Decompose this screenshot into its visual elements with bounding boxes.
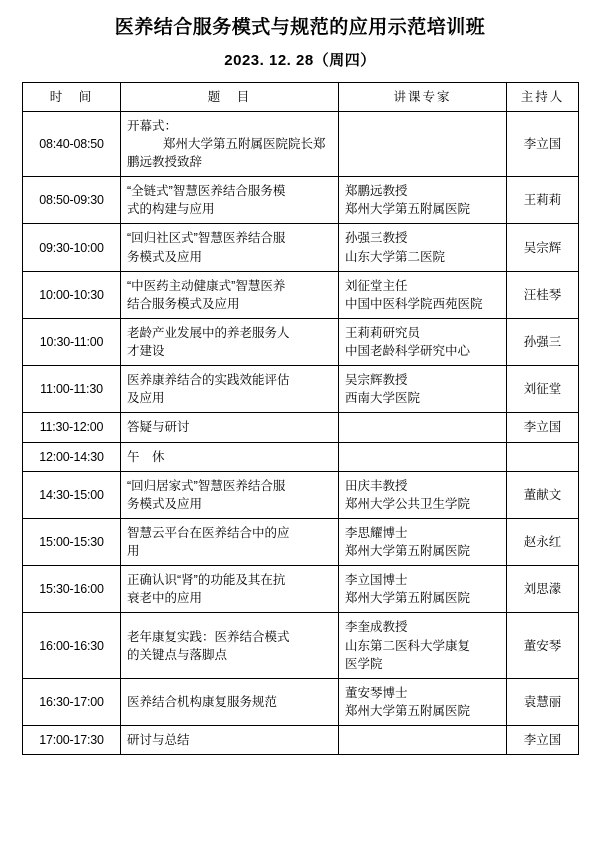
speaker-line: 郑州大学第五附属医院 bbox=[345, 544, 471, 559]
speaker-line: 郑州大学第五附属医院 bbox=[345, 202, 471, 217]
cell-time: 14:30-15:00 bbox=[23, 471, 121, 518]
cell-host: 刘思濛 bbox=[507, 566, 579, 613]
topic-line: 用 bbox=[127, 544, 140, 559]
topic-line: 老年康复实践：医养结合模式 bbox=[127, 629, 290, 644]
cell-topic bbox=[121, 318, 339, 365]
topic-line: 午 休 bbox=[127, 449, 165, 464]
cell-speaker bbox=[339, 413, 507, 442]
cell-host: 孙强三 bbox=[507, 318, 579, 365]
cell-topic bbox=[121, 471, 339, 518]
table-header-row bbox=[23, 82, 579, 111]
table-row bbox=[23, 566, 579, 613]
topic-line: 智慧云平台在医养结合中的应 bbox=[127, 525, 290, 540]
table-row bbox=[23, 366, 579, 413]
topic-line: 结合服务模式及应用 bbox=[127, 296, 240, 311]
cell-host: 袁慧丽 bbox=[507, 678, 579, 725]
topic-line: 衰老中的应用 bbox=[127, 591, 203, 606]
cell-speaker bbox=[339, 726, 507, 755]
table-row bbox=[23, 613, 579, 678]
cell-speaker bbox=[339, 366, 507, 413]
cell-topic bbox=[121, 442, 339, 471]
topic-line: 务模式及应用 bbox=[127, 496, 203, 511]
page-date: 2023. 12. 28（周四） bbox=[224, 51, 376, 69]
speaker-line: 王莉莉研究员 bbox=[345, 325, 421, 340]
cell-time: 16:00-16:30 bbox=[23, 613, 121, 678]
cell-time: 12:00-14:30 bbox=[23, 442, 121, 471]
speaker-line: 董安琴博士 bbox=[345, 685, 408, 700]
column-header-time: 时 间 bbox=[23, 82, 121, 111]
cell-speaker bbox=[339, 111, 507, 176]
topic-line: 医养康养结合的实践效能评估 bbox=[127, 373, 290, 388]
speaker-line: 田庆丰教授 bbox=[345, 478, 408, 493]
table-row bbox=[23, 413, 579, 442]
cell-host: 赵永红 bbox=[507, 518, 579, 565]
cell-host: 李立国 bbox=[507, 111, 579, 176]
table-row bbox=[23, 726, 579, 755]
cell-time: 16:30-17:00 bbox=[23, 678, 121, 725]
speaker-line: 山东第二医科大学康复 bbox=[345, 638, 471, 653]
cell-speaker bbox=[339, 678, 507, 725]
speaker-line: 山东大学第二医院 bbox=[345, 249, 446, 264]
cell-speaker bbox=[339, 318, 507, 365]
speaker-line: 郑州大学第五附属医院 bbox=[345, 591, 471, 606]
cell-topic bbox=[121, 613, 339, 678]
cell-speaker bbox=[339, 271, 507, 318]
cell-host: 汪桂琴 bbox=[507, 271, 579, 318]
cell-host: 李立国 bbox=[507, 726, 579, 755]
cell-host: 董献文 bbox=[507, 471, 579, 518]
cell-topic bbox=[121, 271, 339, 318]
cell-host: 王莉莉 bbox=[507, 177, 579, 224]
cell-topic bbox=[121, 177, 339, 224]
cell-host: 李立国 bbox=[507, 413, 579, 442]
speaker-line: 中国老龄科学研究中心 bbox=[345, 344, 471, 359]
cell-host: 董安琴 bbox=[507, 613, 579, 678]
cell-time: 15:00-15:30 bbox=[23, 518, 121, 565]
topic-line: 正确认识“肾”的功能及其在抗 bbox=[127, 573, 286, 588]
table-row bbox=[23, 471, 579, 518]
cell-topic bbox=[121, 413, 339, 442]
table-row bbox=[23, 318, 579, 365]
cell-topic bbox=[121, 111, 339, 176]
speaker-line: 李思耀博士 bbox=[345, 525, 408, 540]
speaker-line: 郑州大学公共卫生学院 bbox=[345, 496, 471, 511]
topic-line: 研讨与总结 bbox=[127, 733, 190, 748]
topic-line: 答疑与研讨 bbox=[127, 420, 190, 435]
cell-host: 刘征堂 bbox=[507, 366, 579, 413]
table-header bbox=[23, 82, 579, 111]
cell-topic bbox=[121, 566, 339, 613]
speaker-line: 中国中医科学院西苑医院 bbox=[345, 296, 483, 311]
table-row bbox=[23, 111, 579, 176]
topic-line: “中医药主动健康式”智慧医养 bbox=[127, 278, 286, 293]
cell-topic bbox=[121, 224, 339, 271]
table-body bbox=[23, 111, 579, 754]
cell-time: 17:00-17:30 bbox=[23, 726, 121, 755]
column-header-speaker: 讲课专家 bbox=[339, 82, 507, 111]
cell-speaker bbox=[339, 518, 507, 565]
cell-host bbox=[507, 442, 579, 471]
speaker-line: 郑州大学第五附属医院 bbox=[345, 703, 471, 718]
column-header-host: 主持人 bbox=[507, 82, 579, 111]
topic-line: “回归居家式”智慧医养结合服 bbox=[127, 478, 286, 493]
schedule-table bbox=[22, 82, 579, 756]
speaker-line: 孙强三教授 bbox=[345, 231, 408, 246]
table-row bbox=[23, 442, 579, 471]
cell-time: 11:00-11:30 bbox=[23, 366, 121, 413]
cell-time: 11:30-12:00 bbox=[23, 413, 121, 442]
topic-line: 务模式及应用 bbox=[127, 249, 203, 264]
topic-line: 式的构建与应用 bbox=[127, 202, 215, 217]
cell-time: 10:30-11:00 bbox=[23, 318, 121, 365]
topic-line: 及应用 bbox=[127, 391, 165, 406]
topic-line: 老龄产业发展中的养老服务人 bbox=[127, 325, 290, 340]
cell-speaker bbox=[339, 177, 507, 224]
topic-line: “全链式”智慧医养结合服务模 bbox=[127, 184, 286, 199]
speaker-line: 医学院 bbox=[345, 656, 383, 671]
cell-time: 08:40-08:50 bbox=[23, 111, 121, 176]
speaker-line: 郑鹏远教授 bbox=[345, 184, 408, 199]
cell-time: 15:30-16:00 bbox=[23, 566, 121, 613]
speaker-line: 西南大学医院 bbox=[345, 391, 421, 406]
speaker-line: 李奎成教授 bbox=[345, 620, 408, 635]
table-row bbox=[23, 518, 579, 565]
cell-speaker bbox=[339, 613, 507, 678]
table-row bbox=[23, 271, 579, 318]
speaker-line: 李立国博士 bbox=[345, 573, 408, 588]
table-row bbox=[23, 678, 579, 725]
cell-speaker bbox=[339, 566, 507, 613]
table-row bbox=[23, 177, 579, 224]
cell-topic bbox=[121, 518, 339, 565]
page-title: 医养结合服务模式与规范的应用示范培训班 bbox=[114, 17, 486, 38]
topic-line: 的关键点与落脚点 bbox=[127, 647, 228, 662]
cell-time: 08:50-09:30 bbox=[23, 177, 121, 224]
cell-speaker bbox=[339, 442, 507, 471]
topic-line: 医养结合机构康复服务规范 bbox=[127, 694, 278, 709]
topic-line: 才建设 bbox=[127, 344, 165, 359]
table-row bbox=[23, 224, 579, 271]
cell-time: 10:00-10:30 bbox=[23, 271, 121, 318]
cell-speaker bbox=[339, 224, 507, 271]
speaker-line: 吴宗辉教授 bbox=[345, 373, 408, 388]
cell-host: 吴宗辉 bbox=[507, 224, 579, 271]
cell-speaker bbox=[339, 471, 507, 518]
topic-line: 郑州大学第五附属医院院长郑鹏远教授致辞 bbox=[127, 136, 326, 170]
cell-time: 09:30-10:00 bbox=[23, 224, 121, 271]
column-header-topic: 题 目 bbox=[121, 82, 339, 111]
cell-topic bbox=[121, 678, 339, 725]
topic-line: “回归社区式”智慧医养结合服 bbox=[127, 231, 286, 246]
cell-topic bbox=[121, 366, 339, 413]
speaker-line: 刘征堂主任 bbox=[345, 278, 408, 293]
cell-topic bbox=[121, 726, 339, 755]
topic-line: 开幕式： bbox=[127, 118, 178, 133]
